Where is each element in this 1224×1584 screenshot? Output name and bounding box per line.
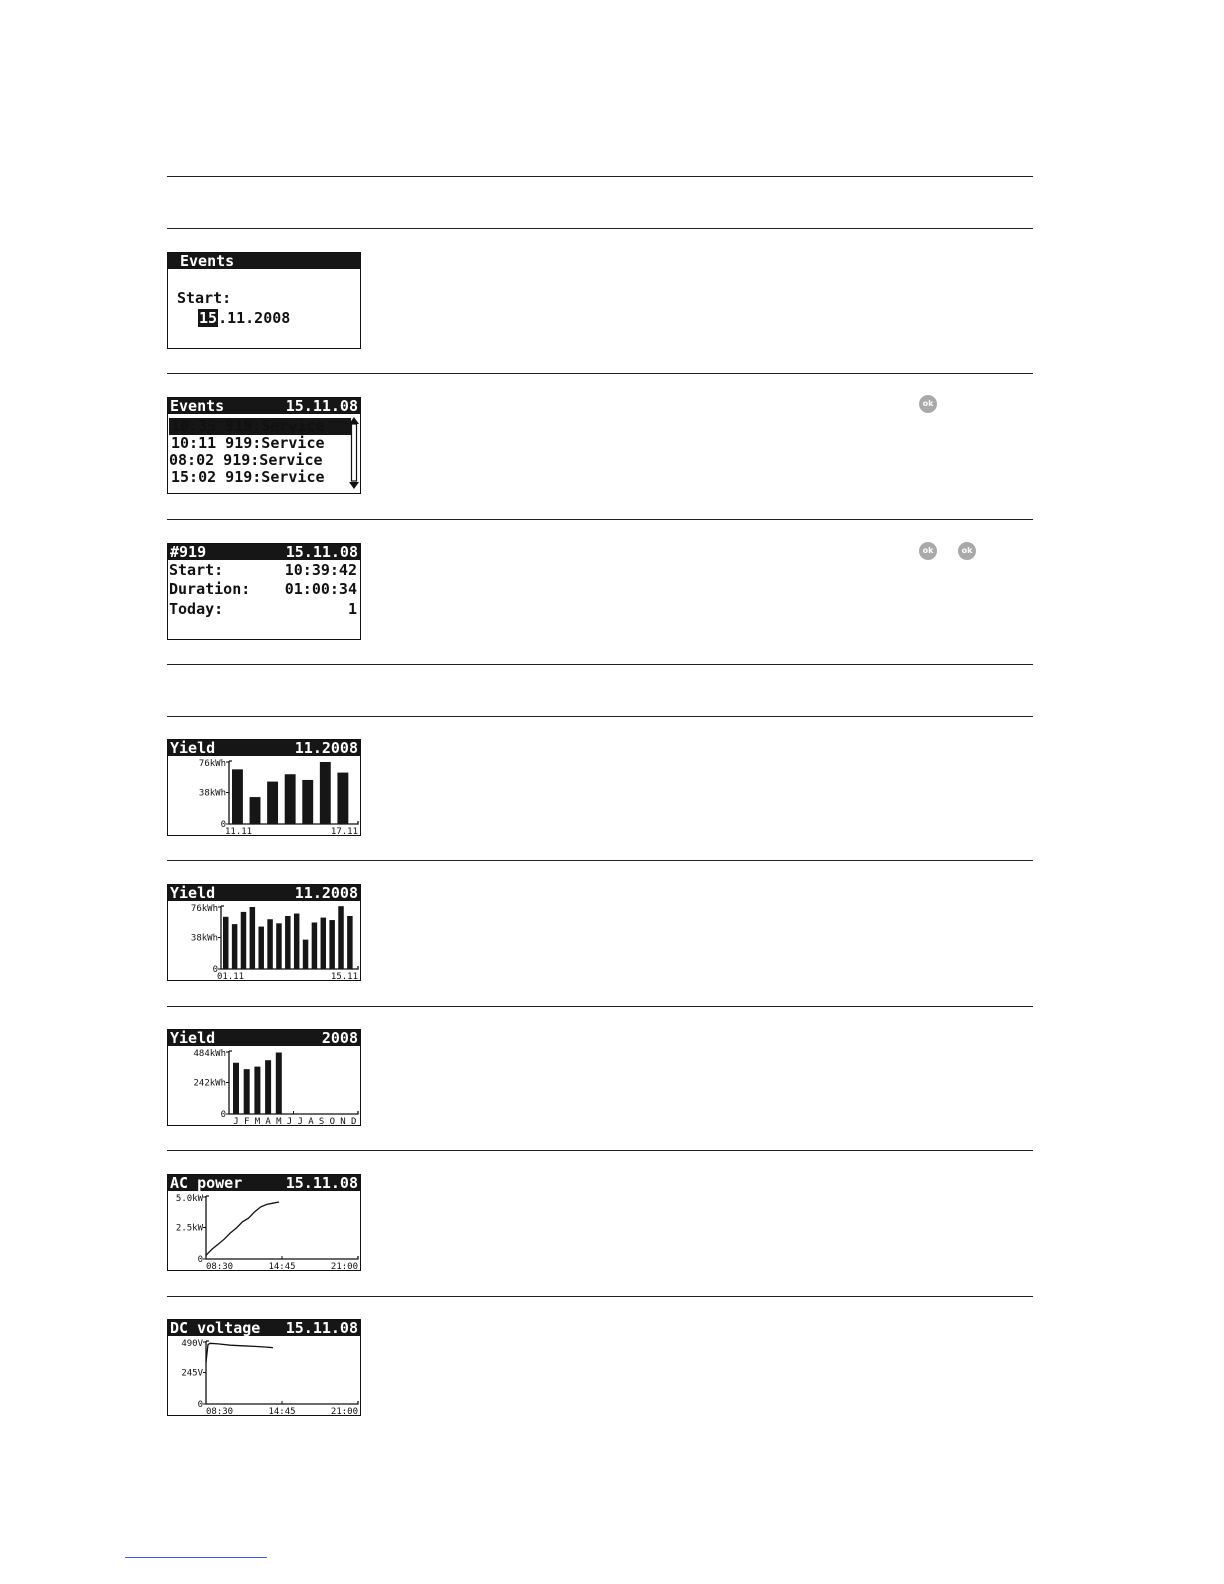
lcd-event-detail: [167, 543, 361, 640]
bar: [258, 927, 263, 969]
y-tick-label: 76kWh: [198, 759, 226, 769]
chart-period: 15.11.08: [285, 1320, 358, 1337]
ok-button[interactable]: ok: [958, 542, 976, 560]
bar: [232, 924, 237, 969]
x-tick-label: 14:45: [268, 1262, 296, 1270]
y-tick-label: 0: [197, 1255, 203, 1265]
bar: [285, 916, 290, 969]
ok-button[interactable]: ok: [919, 395, 937, 413]
lcd-date: 15.11.08: [285, 397, 358, 415]
chart-title: Yield: [170, 1030, 216, 1047]
bar: [244, 1069, 250, 1114]
rule: [167, 373, 1033, 374]
ok-button[interactable]: ok: [919, 542, 937, 560]
scroll-down-arrow-icon: [349, 482, 359, 489]
detail-value: 1: [347, 600, 357, 618]
y-tick-label: 38kWh: [198, 788, 226, 799]
chart-period: 15.11.08: [285, 1175, 358, 1192]
x-tick-label: 14:45: [268, 1407, 296, 1415]
lcd-ac-power: [167, 1174, 361, 1271]
x-tick-label: A: [265, 1117, 271, 1125]
lcd-date: 15.11.08: [285, 543, 358, 561]
y-tick-label: 245V: [181, 1368, 203, 1379]
footnote-rule: [125, 1557, 267, 1558]
rule: [167, 176, 1033, 177]
lcd-dc-voltage: [167, 1319, 361, 1416]
x-tick-label: 15.11: [330, 972, 358, 980]
lcd-yield-week: [167, 739, 361, 836]
yield-year-chart: [168, 1030, 360, 1125]
scroll-up-arrow-icon: [349, 417, 359, 424]
y-tick-label: 0: [220, 1110, 226, 1120]
y-tick-label: 2.5kW: [175, 1223, 203, 1234]
lcd-title: Events: [180, 252, 235, 270]
x-tick-label: 08:30: [206, 1262, 234, 1270]
y-tick-label: 38kWh: [190, 933, 218, 944]
bar: [321, 918, 326, 969]
rule: [167, 716, 1033, 717]
x-tick-label: 17.11: [330, 827, 358, 835]
lcd-yield-month: [167, 884, 361, 981]
chart-period: 2008: [321, 1030, 358, 1047]
rule: [167, 519, 1033, 520]
lcd-title-bar: [168, 544, 360, 560]
x-tick-label: 01.11: [217, 972, 245, 980]
x-tick-label: J: [297, 1117, 303, 1125]
x-tick-label: M: [254, 1117, 261, 1125]
chart-title: Yield: [170, 885, 216, 902]
bar: [347, 916, 352, 969]
chart-period: 11.2008: [294, 885, 358, 902]
chart-axis: [206, 1196, 358, 1259]
ac-power-chart: [168, 1175, 360, 1270]
bar: [329, 920, 334, 969]
bar: [250, 797, 261, 824]
chart-period: 11.2008: [294, 740, 358, 757]
chart-title: DC voltage: [170, 1320, 261, 1337]
chart-title: AC power: [170, 1175, 243, 1192]
detail-value: 10:39:42: [284, 561, 357, 579]
x-tick-label: J: [286, 1117, 293, 1125]
bar: [241, 912, 246, 969]
list-item[interactable]: 15:02 919:Service: [171, 468, 325, 486]
detail-key: Start:: [169, 561, 224, 579]
bar: [337, 773, 348, 824]
rule: [167, 1150, 1033, 1151]
yield-week-chart: [168, 740, 360, 835]
bar: [265, 1060, 271, 1114]
x-tick-label: 08:30: [206, 1407, 234, 1415]
rule: [167, 228, 1033, 229]
x-tick-label: J: [233, 1117, 239, 1125]
y-tick-label: 0: [212, 965, 218, 975]
x-tick-label: A: [308, 1117, 314, 1125]
rule: [167, 664, 1033, 665]
bar: [338, 906, 343, 969]
bar: [267, 782, 278, 824]
y-tick-label: 242kWh: [193, 1078, 226, 1089]
x-tick-label: 21:00: [330, 1407, 358, 1415]
lcd-title: #919: [170, 543, 207, 561]
scrollbar[interactable]: [349, 417, 359, 489]
bar: [233, 1063, 239, 1114]
lcd-events-list: [167, 397, 361, 494]
yield-month-chart: [168, 885, 360, 980]
x-tick-label: N: [340, 1117, 346, 1125]
bar: [267, 919, 272, 969]
series-line: [206, 1202, 279, 1255]
bar: [285, 774, 296, 824]
chart-axis: [206, 1341, 358, 1404]
bar: [294, 914, 299, 969]
bar: [276, 1053, 282, 1114]
bar: [254, 1067, 260, 1114]
y-tick-label: 490V: [181, 1339, 203, 1349]
detail-value: 01:00:34: [284, 580, 357, 598]
bar: [276, 923, 281, 969]
x-tick-label: 11.11: [225, 827, 253, 835]
bar: [303, 940, 308, 969]
x-tick-label: O: [329, 1117, 336, 1125]
date-day-field[interactable]: 15: [199, 309, 218, 327]
detail-key: Duration:: [169, 580, 251, 598]
list-item[interactable]: 08:02 919:Service: [169, 451, 323, 469]
x-tick-label: S: [318, 1117, 325, 1125]
lcd-yield-year: [167, 1029, 361, 1126]
bar: [320, 762, 331, 824]
bar: [223, 917, 228, 969]
y-tick-label: 0: [197, 1400, 203, 1410]
x-tick-label: M: [276, 1117, 282, 1125]
start-date: [198, 310, 290, 327]
bar: [232, 769, 243, 824]
x-tick-label: F: [243, 1117, 250, 1125]
date-rest: .11.2008: [218, 309, 291, 327]
rule: [167, 1296, 1033, 1297]
lcd-title-bar: [168, 253, 360, 269]
lcd-events-start: [167, 252, 361, 349]
series-line: [206, 1343, 273, 1362]
y-tick-label: 0: [220, 820, 226, 830]
rule: [167, 860, 1033, 861]
start-label: Start:: [177, 289, 232, 307]
y-tick-label: 484kWh: [193, 1049, 226, 1059]
bar: [302, 780, 313, 824]
y-tick-label: 5.0kW: [175, 1194, 203, 1204]
y-tick-label: 76kWh: [190, 904, 218, 914]
list-item[interactable]: 10:39 919:Service: [169, 418, 351, 435]
detail-key: Today:: [169, 600, 224, 618]
x-tick-label: D: [350, 1117, 357, 1125]
bar: [250, 907, 255, 969]
lcd-title: Events: [170, 397, 225, 415]
bar: [312, 923, 317, 970]
x-tick-label: 21:00: [330, 1262, 358, 1270]
dc-voltage-chart: [168, 1320, 360, 1415]
rule: [167, 1006, 1033, 1007]
lcd-title-bar: [168, 398, 360, 414]
chart-title: Yield: [170, 740, 216, 757]
list-item[interactable]: 10:11 919:Service: [171, 434, 325, 452]
